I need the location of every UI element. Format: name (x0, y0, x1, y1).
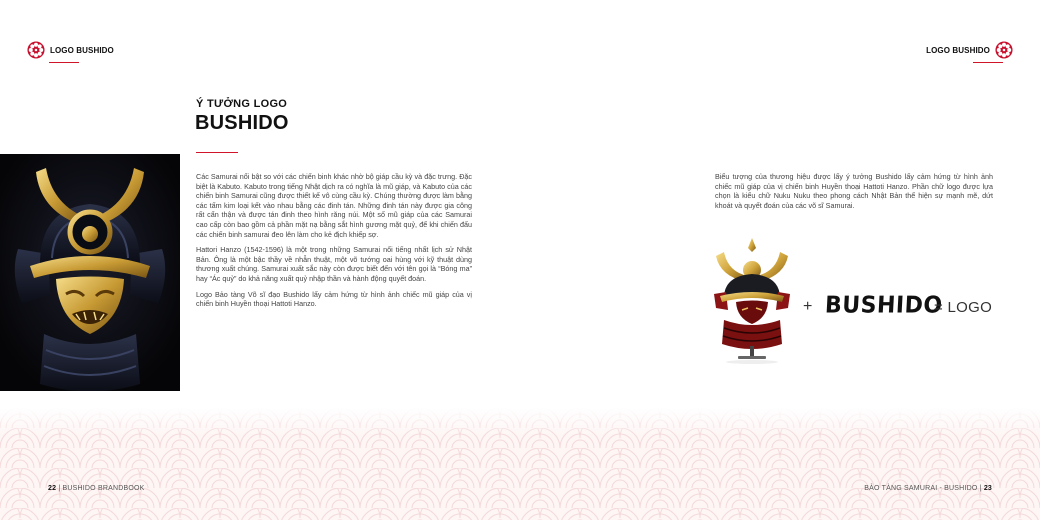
left-body-text (196, 172, 472, 315)
header-label-right: LOGO BUSHIDO (926, 45, 990, 55)
footer-separator-left: | (58, 485, 61, 492)
kabuto-helmet-photo (0, 154, 180, 391)
header-label-left: LOGO BUSHIDO (50, 45, 114, 55)
equals-logo: = LOGO (934, 299, 993, 316)
footer-text-right: BẢO TÀNG SAMURAI - BUSHIDO (864, 485, 978, 492)
header-underline-left (49, 62, 79, 63)
body-paragraph-3: Logo Bảo tàng Võ sĩ đạo Bushido lấy cảm hứng từ hình ảnh chiếc mũ giáp của vị chiến binh Huyền thoại Hattoti Hanzo. (196, 289, 472, 309)
footer-separator-right: | (979, 485, 982, 492)
seigaiha-wave-pattern (0, 408, 1040, 520)
title-rule (196, 152, 238, 153)
footer-page-right: 23 (983, 485, 992, 492)
body-paragraph-2: Hattori Hanzo (1542-1596) là một trong những Samurai nổi tiếng nhất lịch sử Nhật Bản. Ông là một bậc thầy về nhẫn thuật, một võ tướng oai hùng với kỹ thuật dùng thương xuất chúng. Samurai xuất sắc này còn được biết đến với tên gọi là “Bóng ma” hay “Ác quỷ” do khả năng xuất quỷ nhập thần và hành động quyết đoán. (196, 245, 472, 283)
footer-left (48, 485, 145, 492)
bushido-wordmark: BUSHIDO (824, 292, 944, 319)
header-logo-right (926, 41, 1013, 59)
section-kicker: Ý TƯỞNG LOGO (196, 98, 288, 110)
plus-sign: + (803, 298, 813, 315)
red-chrysanthemum-icon (995, 41, 1013, 59)
red-chrysanthemum-icon (27, 41, 45, 59)
footer-right (864, 485, 992, 492)
samurai-helmet-icon (710, 236, 794, 364)
footer-page-left: 22 (48, 485, 57, 492)
footer-text-left: BUSHIDO BRANDBOOK (62, 485, 145, 492)
header-underline-right (973, 62, 1003, 63)
kabuto-illustration (0, 154, 180, 391)
right-body-text: Biểu tượng của thương hiệu được lấy ý tưởng Bushido lấy cảm hứng từ hình ảnh chiếc mũ giáp của vị chiến binh Huyền thoại Hattoti Hanzo. Phần chữ logo được lựa chọn là kiểu chữ Nuku Nuku theo phong cách Nhật Bản thể hiện sự mạnh mẽ, dứt khoát và quyết đoán của các võ sĩ Samurai. (715, 172, 993, 210)
body-paragraph-1: Các Samurai nổi bật so với các chiến binh khác nhờ bộ giáp cầu kỳ và đặc trưng. Đặc biệt là Kabuto. Kabuto trong tiếng Nhật dịch ra có nghĩa là mũ giáp, và Kabuto của các chiến binh Samurai cũng được thiết kế vô cùng cầu kỳ. Chúng thường được làm bằng các tấm kim loại kết vào nhau bằng các đinh tán. Những đinh tán này được gia công rất cẩn thận và được tán đinh theo hình răng núi. Một số mũ giáp của các Samurai cao cấp còn bao gồm cả phần mặt nạ bằng sắt hình gương mặt quỷ, để khi chiến đấu các chiến binh samurai đeo lên làm cho kẻ địch khiếp sợ. (196, 172, 472, 239)
section-title: BUSHIDO (195, 112, 289, 134)
header-logo-left (27, 41, 114, 59)
